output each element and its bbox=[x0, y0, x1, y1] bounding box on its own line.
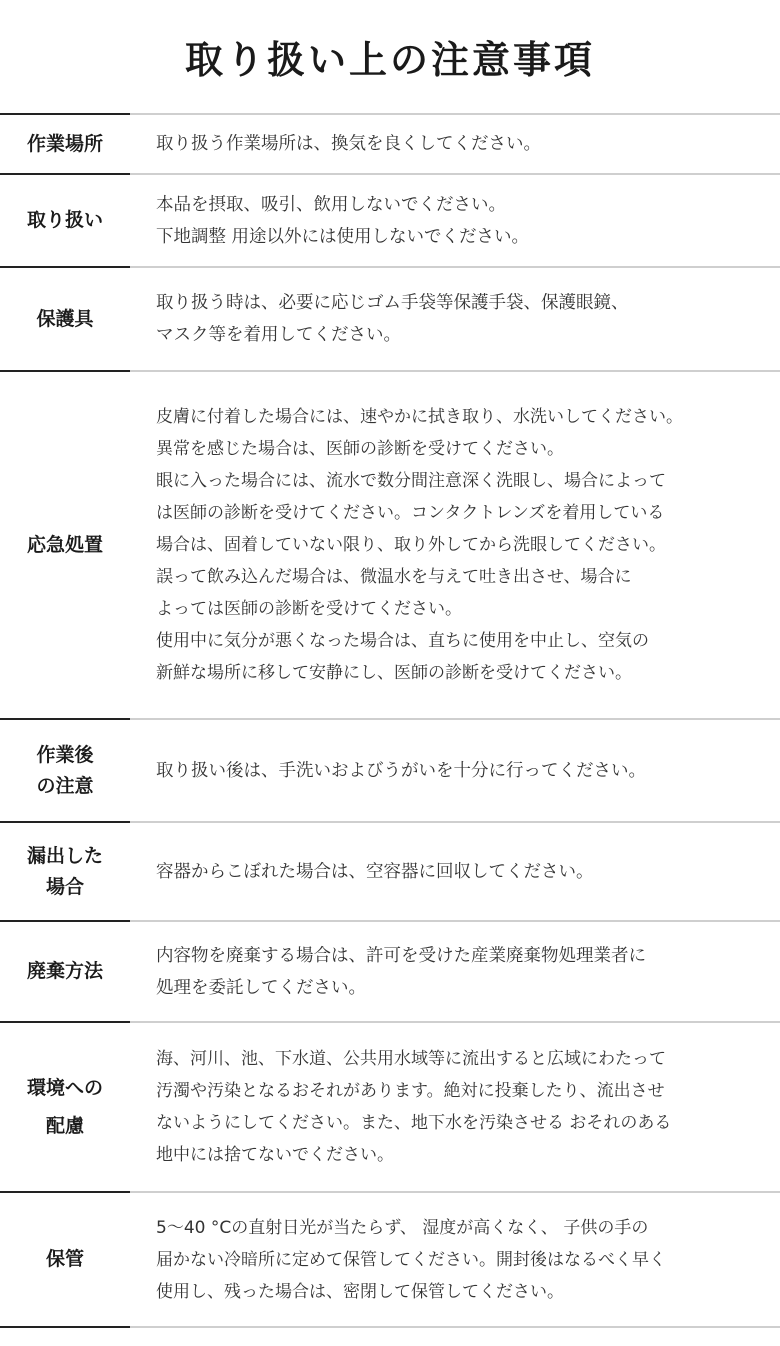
row-label: 環境への 配慮 bbox=[26, 1077, 103, 1137]
row-text: 容器からこぼれた場合は、空容器に回収してください。 bbox=[156, 861, 594, 882]
table-row bbox=[0, 1193, 780, 1326]
table-row bbox=[0, 1023, 780, 1191]
row-label: 廃棄方法 bbox=[26, 960, 103, 982]
row-text: 5～40 °Cの直射日光が当たらず、 湿度が高くなく、 子供の手の 届かない冷暗所に定めて保管してください。開封後はなるべく早く 使用し、残った場合は、密閉して保管してください。 bbox=[156, 1217, 666, 1302]
row-label: 保護具 bbox=[36, 307, 94, 330]
row-label: 漏出した 場合 bbox=[26, 844, 103, 898]
table-row bbox=[0, 823, 780, 920]
row-text: 取り扱う時は、必要に応じゴム手袋等保護手袋、保護眼鏡、 マスク等を着用してください。 bbox=[156, 293, 629, 345]
row-label: 取り扱い bbox=[26, 209, 103, 231]
table-row bbox=[0, 175, 780, 266]
table-row bbox=[0, 372, 780, 718]
table-row bbox=[0, 115, 780, 173]
page-title: 取り扱い上の注意事項 bbox=[184, 38, 595, 82]
row-label: 保管 bbox=[45, 1248, 84, 1270]
row-text: 皮膚に付着した場合には、速やかに拭き取り、水洗いしてください。 異常を感じた場合は、医師の診断を受けてください。 眼に入った場合には、流水で数分間注意深く洗眼し、場合によって は医師の診断を受けてください。コンタクトレンズを着用している 場合は、固着していない限り、取り外してから洗眼してください。 誤って飲み込んだ場合は、微温水を与えて吐き出させ、場合に よっては医師の診断を受けてください。 使用中に気分が悪くなった場合は、直ちに使用を中止し、空気の 新鮮な場所に移して安静にし、医師の診断を受けてください。 bbox=[156, 407, 683, 683]
row-text: 海、河川、池、下水道、公共用水域等に流出すると広域にわたって 汚濁や汚染となるおそれがあります。絶対に投棄したり、流出させ ないようにしてください。また、地下水を汚染させる おそれのある 地中には捨てないでください。 bbox=[156, 1049, 672, 1165]
row-label: 作業場所 bbox=[26, 132, 103, 155]
row-text: 取り扱う作業場所は、換気を良くしてください。 bbox=[156, 134, 541, 154]
table-row bbox=[0, 922, 780, 1021]
table-row bbox=[0, 720, 780, 821]
row-text: 取り扱い後は、手洗いおよびうがいを十分に行ってください。 bbox=[156, 760, 646, 781]
table-row bbox=[0, 268, 780, 370]
row-label: 応急処置 bbox=[26, 533, 103, 556]
row-label: 作業後 の注意 bbox=[36, 743, 94, 797]
row-text: 本品を摂取、吸引、飲用しないでください。 下地調整 用途以外には使用しないでください。 bbox=[156, 194, 530, 247]
row-text: 内容物を廃棄する場合は、許可を受けた産業廃棄物処理業者に 処理を委託してください。 bbox=[156, 945, 646, 998]
